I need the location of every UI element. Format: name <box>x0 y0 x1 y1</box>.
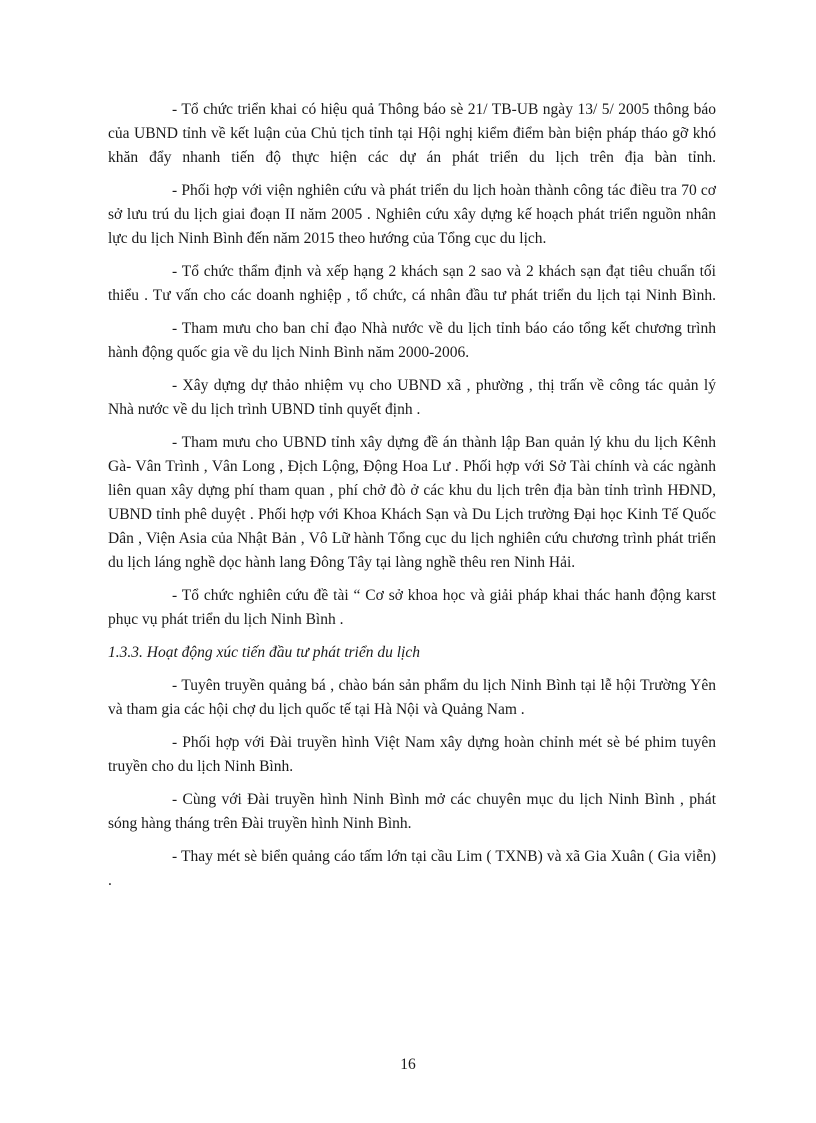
paragraph-survey: - Phối hợp với viện nghiên cứu và phát triển du lịch hoàn thành công tác điều tra 70 cơ sở lưu trú du lịch giai đoạn II năm 2005 . Nghiên cứu xây dựng kế hoạch phát triển nguồn nhân lực du lịch Ninh Bình đến năm 2015 theo hướng của Tổng cục du lịch. <box>108 182 716 247</box>
page-number: 16 <box>400 1056 416 1073</box>
paragraph-hotel-rating: - Tổ chức thẩm định và xếp hạng 2 khách sạn 2 sao và 2 khách sạn đạt tiêu chuẩn tối thiểu . Tư vấn cho các doanh nghiệp , tổ chức, cá nhân đầu tư phát triển du lịch tại Ninh Bình. <box>108 263 716 304</box>
paragraph-promotion: - Tuyên truyền quảng bá , chào bán sản phẩm du lịch Ninh Bình tại lễ hội Trường Yên và tham gia các hội chợ du lịch quốc tế tại Hà Nội và Quảng Nam . <box>108 677 716 718</box>
paragraph-research-topic: - Tổ chức nghiên cứu đề tài “ Cơ sở khoa học và giải pháp khai thác hanh động karst phục vụ phát triển du lịch Ninh Bình . <box>108 587 716 628</box>
section-heading: 1.3.3. Hoạt động xúc tiến đầu tư phát triển du lịch <box>108 644 420 661</box>
paragraph-tv-film: - Phối hợp với Đài truyền hình Việt Nam xây dựng hoàn chỉnh mét sè bé phim tuyên truyền cho du lịch Ninh Bình. <box>108 734 716 775</box>
paragraph-announcement: - Tổ chức triển khai có hiệu quả Thông báo sè 21/ TB-UB ngày 13/ 5/ 2005 thông báo của UBND tỉnh về kết luận của Chủ tịch tỉnh tại Hội nghị kiểm điểm bàn biện pháp tháo gỡ khó khăn đẩy nhanh tiến độ thực hiện các dự án phát triển du lịch trên địa bàn tỉnh. <box>108 101 716 166</box>
paragraph-tv-program: - Cùng với Đài truyền hình Ninh Bình mở các chuyên mục du lịch Ninh Bình , phát sóng hàng tháng trên Đài truyền hình Ninh Bình. <box>108 791 716 832</box>
paragraph-billboards: - Thay mét sè biển quảng cáo tấm lớn tại cầu Lim ( TXNB) và xã Gia Xuân ( Gia viễn) . <box>108 848 716 889</box>
paragraph-report: - Tham mưu cho ban chỉ đạo Nhà nước về du lịch tỉnh báo cáo tổng kết chương trình hành động quốc gia về du lịch Ninh Bình năm 2000-2006. <box>108 320 716 361</box>
document-page <box>108 98 716 902</box>
paragraph-management-board: - Tham mưu cho UBND tỉnh xây dựng đề án thành lập Ban quản lý khu du lịch Kênh Gà- Vân Trình , Vân Long , Địch Lộng, Động Hoa Lư . Phối hợp với Sở Tài chính và các ngành liên quan xây dựng phí tham quan , phí chở đò ở các khu du lịch trên địa bàn tỉnh trình HĐND, UBND tỉnh phê duyệt . Phối hợp với Khoa Khách Sạn và Du Lịch trường Đại học Kinh Tế Quốc Dân , Viện Asia của Nhật Bản , Vô Lữ hành Tổng cục du lịch nghiên cứu chương trình phát triển du lịch láng nghề dọc hành lang Đông Tây tại làng nghề thêu ren Ninh Hải. <box>108 434 716 571</box>
paragraph-draft-tasks: - Xây dựng dự thảo nhiệm vụ cho UBND xã , phường , thị trấn về công tác quản lý Nhà nước về du lịch trình UBND tỉnh quyết định . <box>108 377 716 418</box>
